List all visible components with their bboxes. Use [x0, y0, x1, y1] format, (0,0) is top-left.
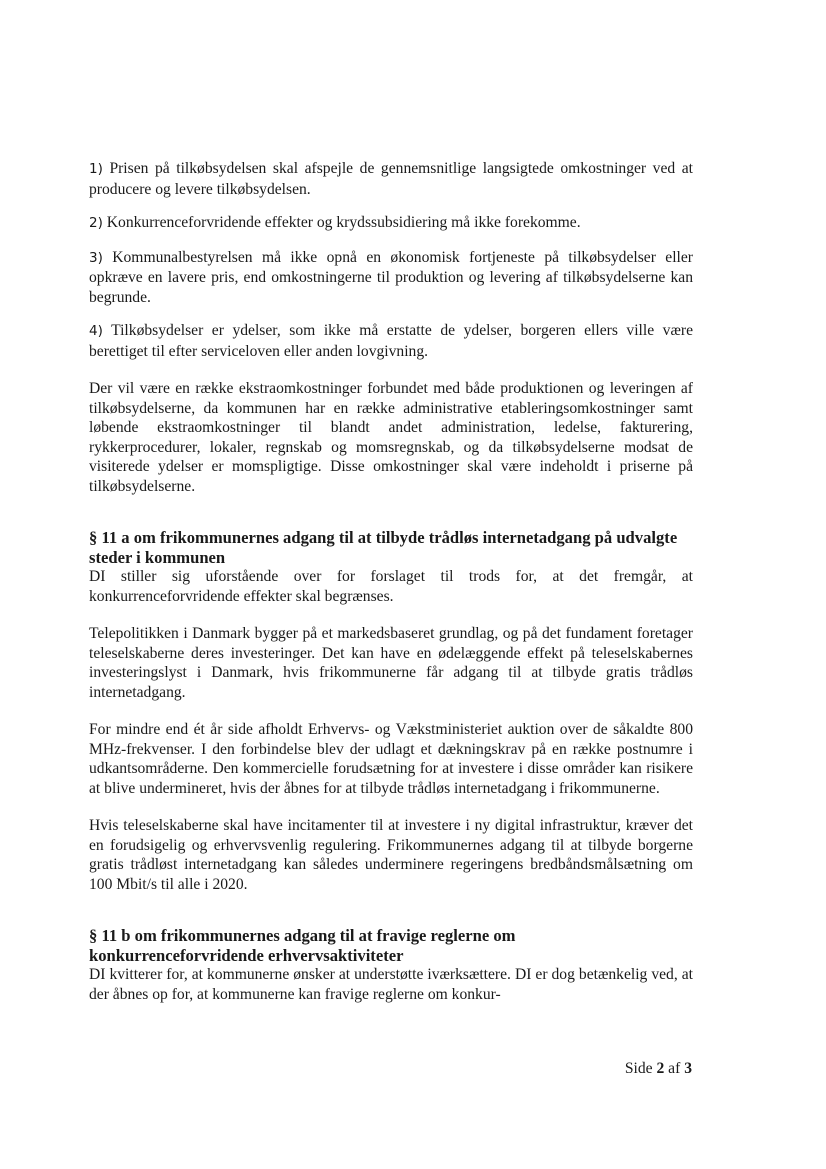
page-footer [612, 1059, 692, 1079]
list-item-number: 3) [89, 249, 103, 266]
list-item-text: Tilkøbsydelser er ydelser, som ikke må erstatte de ydelser, borgeren ellers ville være berettiget til efter serviceloven eller anden lovgivning. [89, 322, 693, 360]
section-11a-paragraph-2: Telepolitikken i Danmark bygger på et markedsbaseret grundlag, og på det fundament foretager teleselskaberne deres investeringer. Det kan have en ødelæggende effekt på teleselskabernes investeringslyst i Danmark, hvis frikommunerne får adgang til at tilbyde gratis trådløs internetadgang. [89, 625, 693, 701]
section-11a-paragraph-3: For mindre end ét år side afholdt Erhvervs- og Vækstministeriet auktion over de såkaldte 800 MHz-frekvenser. I den forbindelse blev der udlagt et dækningskrav på en række postnumre i udkantsområderne. Den kommercielle forudsætning for at investere i disse områder kan risikere at blive undermineret, hvis der åbnes for at tilbyde trådløs internetadgang i frikommunerne. [89, 721, 693, 797]
list-item-text: Prisen på tilkøbsydelsen skal afspejle de gennemsnitlige langsigtede omkostninger ved at producere og levere tilkøbsydelsen. [89, 160, 694, 198]
list-item-text: Kommunalbestyrelsen må ikke opnå en økonomisk fortjeneste på tilkøbsydelser eller opkræve en lavere pris, end omkostningerne til produktion og levering af tilkøbsydelserne kan begrunde. [89, 248, 693, 306]
page-body [89, 159, 693, 1004]
footer-side-label: Side [624, 1060, 653, 1077]
footer-page-number: 2 [656, 1060, 665, 1077]
paragraph-costs: Der vil være en række ekstraomkostninger forbundet med både produktionen og leveringen af tilkøbsydelserne, da kommunen har en række administrative etableringsomkostninger samt løbende ekstraomkostninger til blandt andet administration, ledelse, fakturering, rykkerprocedurer, lokaler, regnskab og momsregnskab, og da tilkøbsydelserne modsat de visiterede ydelser er momspligtige. Disse omkostninger skal være indeholdt i priserne på tilkøbsydelserne. [89, 380, 693, 495]
footer-total-pages: 3 [684, 1060, 692, 1077]
section-11b-heading: § 11 b om frikommunernes adgang til at fravige reglerne om konkurrenceforvridende erhvervsaktiviteter [89, 926, 516, 965]
section-11a-paragraph-4: Hvis teleselskaberne skal have incitamenter til at investere i ny digital infrastruktur, kræver det en forudsigelig og erhvervsvenlig regulering. Frikommunernes adgang til at tilbyde borgerne gratis trådløst internetadgang kan således underminere regeringens bredbåndsmålsætning om 100 Mbit/s til alle i 2020. [89, 817, 693, 893]
section-11a-heading: § 11 a om frikommunernes adgang til at tilbyde trådløs internetadgang på udvalgte steder i kommunen [89, 528, 678, 567]
section-11b-paragraph-1: DI kvitterer for, at kommunerne ønsker at understøtte iværksættere. DI er dog betænkelig ved, at der åbnes op for, at kommunerne kan fravige reglerne om konkur- [89, 966, 693, 1003]
list-item-number: 4) [89, 323, 103, 339]
list-item-4 [89, 321, 693, 361]
footer-of-label: af [668, 1060, 681, 1077]
section-11a-paragraph-1: DI stiller sig uforstående over for forslaget til trods for, at det fremgår, at konkurrenceforvridende effekter skal begrænses. [89, 568, 693, 605]
list-item-1 [89, 159, 693, 199]
list-item-text: Konkurrenceforvridende effekter og krydssubsidiering må ikke forekomme. [106, 214, 581, 231]
list-item-3 [89, 248, 693, 308]
list-item-2 [89, 213, 693, 234]
list-item-number: 2) [89, 215, 103, 231]
list-item-number: 1) [89, 161, 103, 177]
